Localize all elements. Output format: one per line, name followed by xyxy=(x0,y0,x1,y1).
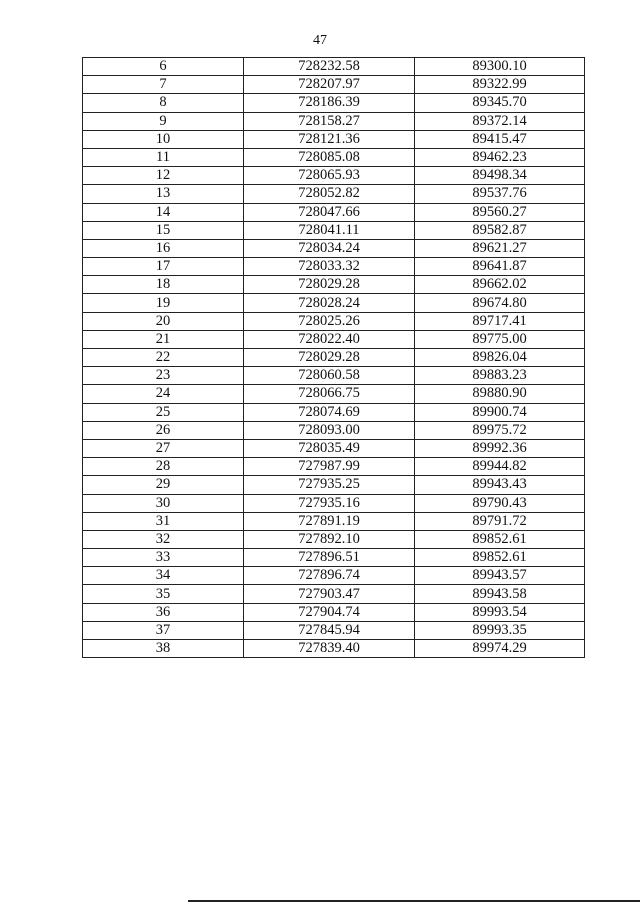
x-coordinate-cell: 728029.28 xyxy=(244,349,415,367)
x-coordinate-cell: 727896.74 xyxy=(244,567,415,585)
y-coordinate-cell: 89974.29 xyxy=(415,640,585,658)
y-coordinate-cell: 89790.43 xyxy=(415,494,585,512)
point-number-cell: 27 xyxy=(83,439,244,457)
y-coordinate-cell: 89900.74 xyxy=(415,403,585,421)
point-number-cell: 13 xyxy=(83,185,244,203)
point-number-cell: 30 xyxy=(83,494,244,512)
x-coordinate-cell: 728047.66 xyxy=(244,203,415,221)
point-number-cell: 36 xyxy=(83,603,244,621)
y-coordinate-cell: 89372.14 xyxy=(415,112,585,130)
point-number-cell: 34 xyxy=(83,567,244,585)
y-coordinate-cell: 89883.23 xyxy=(415,367,585,385)
table-row xyxy=(83,294,585,312)
y-coordinate-cell: 89322.99 xyxy=(415,76,585,94)
y-coordinate-cell: 89537.76 xyxy=(415,185,585,203)
x-coordinate-cell: 728033.32 xyxy=(244,258,415,276)
point-number-cell: 20 xyxy=(83,312,244,330)
x-coordinate-cell: 728093.00 xyxy=(244,421,415,439)
table-row xyxy=(83,567,585,585)
x-coordinate-cell: 727892.10 xyxy=(244,530,415,548)
table-row xyxy=(83,276,585,294)
bottom-rule xyxy=(188,900,640,902)
table-row xyxy=(83,549,585,567)
y-coordinate-cell: 89852.61 xyxy=(415,549,585,567)
table-row xyxy=(83,439,585,457)
x-coordinate-cell: 728121.36 xyxy=(244,130,415,148)
table-row xyxy=(83,530,585,548)
x-coordinate-cell: 727903.47 xyxy=(244,585,415,603)
x-coordinate-cell: 727839.40 xyxy=(244,640,415,658)
point-number-cell: 28 xyxy=(83,458,244,476)
x-coordinate-cell: 727845.94 xyxy=(244,621,415,639)
y-coordinate-cell: 89560.27 xyxy=(415,203,585,221)
point-number-cell: 35 xyxy=(83,585,244,603)
x-coordinate-cell: 728022.40 xyxy=(244,330,415,348)
y-coordinate-cell: 89345.70 xyxy=(415,94,585,112)
x-coordinate-cell: 727896.51 xyxy=(244,549,415,567)
point-number-cell: 31 xyxy=(83,512,244,530)
table-row xyxy=(83,512,585,530)
x-coordinate-cell: 728035.49 xyxy=(244,439,415,457)
point-number-cell: 33 xyxy=(83,549,244,567)
point-number-cell: 26 xyxy=(83,421,244,439)
x-coordinate-cell: 727904.74 xyxy=(244,603,415,621)
y-coordinate-cell: 89300.10 xyxy=(415,58,585,76)
point-number-cell: 32 xyxy=(83,530,244,548)
x-coordinate-cell: 728028.24 xyxy=(244,294,415,312)
y-coordinate-cell: 89943.57 xyxy=(415,567,585,585)
table-row xyxy=(83,185,585,203)
y-coordinate-cell: 89621.27 xyxy=(415,239,585,257)
table-row xyxy=(83,603,585,621)
point-number-cell: 11 xyxy=(83,148,244,166)
y-coordinate-cell: 89993.35 xyxy=(415,621,585,639)
point-number-cell: 37 xyxy=(83,621,244,639)
y-coordinate-cell: 89993.54 xyxy=(415,603,585,621)
x-coordinate-cell: 728065.93 xyxy=(244,167,415,185)
point-number-cell: 7 xyxy=(83,76,244,94)
point-number-cell: 10 xyxy=(83,130,244,148)
point-number-cell: 38 xyxy=(83,640,244,658)
x-coordinate-cell: 728034.24 xyxy=(244,239,415,257)
x-coordinate-cell: 728158.27 xyxy=(244,112,415,130)
table-row xyxy=(83,476,585,494)
point-number-cell: 22 xyxy=(83,349,244,367)
x-coordinate-cell: 728060.58 xyxy=(244,367,415,385)
table-row xyxy=(83,76,585,94)
y-coordinate-cell: 89662.02 xyxy=(415,276,585,294)
table-row xyxy=(83,494,585,512)
point-number-cell: 6 xyxy=(83,58,244,76)
table-row xyxy=(83,312,585,330)
table-row xyxy=(83,258,585,276)
x-coordinate-cell: 727935.16 xyxy=(244,494,415,512)
point-number-cell: 15 xyxy=(83,221,244,239)
x-coordinate-cell: 728186.39 xyxy=(244,94,415,112)
x-coordinate-cell: 728029.28 xyxy=(244,276,415,294)
table-row xyxy=(83,621,585,639)
y-coordinate-cell: 89498.34 xyxy=(415,167,585,185)
y-coordinate-cell: 89775.00 xyxy=(415,330,585,348)
point-number-cell: 8 xyxy=(83,94,244,112)
x-coordinate-cell: 728052.82 xyxy=(244,185,415,203)
x-coordinate-cell: 728025.26 xyxy=(244,312,415,330)
y-coordinate-cell: 89992.36 xyxy=(415,439,585,457)
x-coordinate-cell: 728232.58 xyxy=(244,58,415,76)
point-number-cell: 17 xyxy=(83,258,244,276)
y-coordinate-cell: 89943.43 xyxy=(415,476,585,494)
x-coordinate-cell: 728085.08 xyxy=(244,148,415,166)
y-coordinate-cell: 89852.61 xyxy=(415,530,585,548)
table-row xyxy=(83,203,585,221)
table-row xyxy=(83,330,585,348)
coordinates-table xyxy=(82,57,585,658)
table-row xyxy=(83,58,585,76)
point-number-cell: 23 xyxy=(83,367,244,385)
y-coordinate-cell: 89717.41 xyxy=(415,312,585,330)
x-coordinate-cell: 727891.19 xyxy=(244,512,415,530)
point-number-cell: 12 xyxy=(83,167,244,185)
y-coordinate-cell: 89641.87 xyxy=(415,258,585,276)
y-coordinate-cell: 89943.58 xyxy=(415,585,585,603)
point-number-cell: 24 xyxy=(83,385,244,403)
table-row xyxy=(83,112,585,130)
x-coordinate-cell: 727935.25 xyxy=(244,476,415,494)
y-coordinate-cell: 89582.87 xyxy=(415,221,585,239)
point-number-cell: 9 xyxy=(83,112,244,130)
y-coordinate-cell: 89791.72 xyxy=(415,512,585,530)
point-number-cell: 18 xyxy=(83,276,244,294)
table-row xyxy=(83,458,585,476)
page-number: 47 xyxy=(313,33,327,48)
x-coordinate-cell: 728207.97 xyxy=(244,76,415,94)
x-coordinate-cell: 728041.11 xyxy=(244,221,415,239)
table-row xyxy=(83,403,585,421)
y-coordinate-cell: 89944.82 xyxy=(415,458,585,476)
table-row xyxy=(83,585,585,603)
x-coordinate-cell: 728066.75 xyxy=(244,385,415,403)
table-row xyxy=(83,349,585,367)
y-coordinate-cell: 89462.23 xyxy=(415,148,585,166)
table-row xyxy=(83,148,585,166)
x-coordinate-cell: 727987.99 xyxy=(244,458,415,476)
y-coordinate-cell: 89674.80 xyxy=(415,294,585,312)
table-row xyxy=(83,221,585,239)
x-coordinate-cell: 728074.69 xyxy=(244,403,415,421)
table-row xyxy=(83,421,585,439)
y-coordinate-cell: 89826.04 xyxy=(415,349,585,367)
point-number-cell: 21 xyxy=(83,330,244,348)
y-coordinate-cell: 89975.72 xyxy=(415,421,585,439)
coordinates-table-body xyxy=(83,58,585,658)
point-number-cell: 16 xyxy=(83,239,244,257)
table-row xyxy=(83,239,585,257)
point-number-cell: 29 xyxy=(83,476,244,494)
table-row xyxy=(83,367,585,385)
y-coordinate-cell: 89415.47 xyxy=(415,130,585,148)
point-number-cell: 19 xyxy=(83,294,244,312)
table-row xyxy=(83,385,585,403)
table-row xyxy=(83,94,585,112)
table-row xyxy=(83,640,585,658)
table-row xyxy=(83,167,585,185)
table-row xyxy=(83,130,585,148)
y-coordinate-cell: 89880.90 xyxy=(415,385,585,403)
point-number-cell: 14 xyxy=(83,203,244,221)
point-number-cell: 25 xyxy=(83,403,244,421)
